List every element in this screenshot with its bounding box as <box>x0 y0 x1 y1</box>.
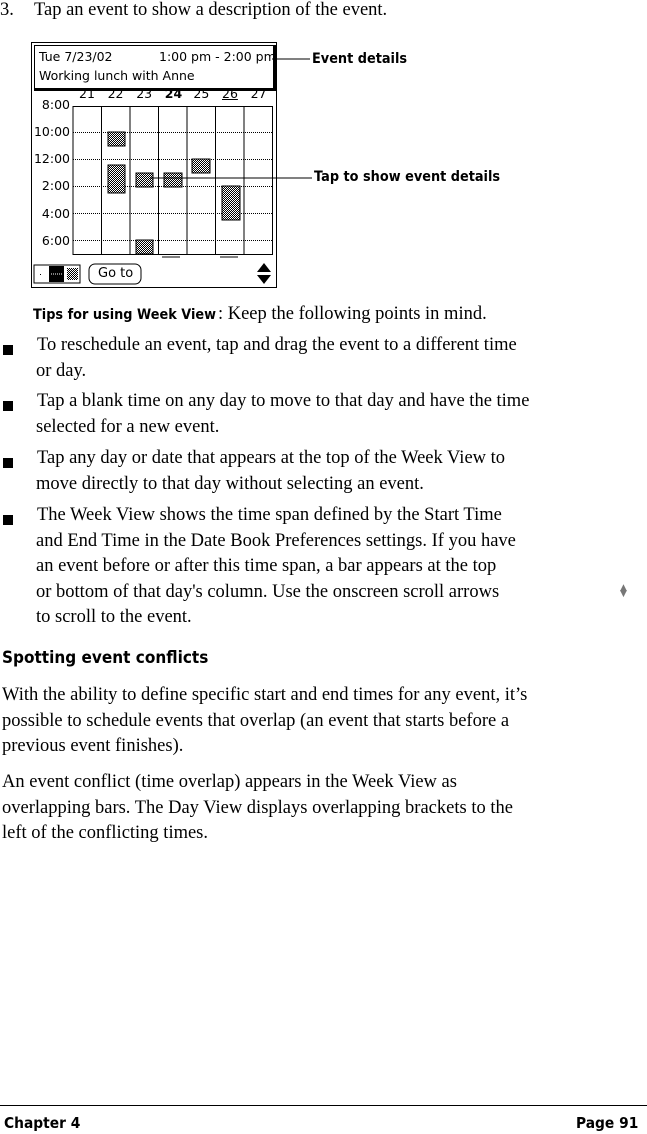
tip-line: To reschedule an event, tap and drag the event to a different time <box>37 335 517 355</box>
day-label[interactable]: 22 <box>107 86 124 101</box>
tip-line: to scroll to the event. <box>36 607 192 627</box>
week-grid[interactable] <box>32 43 278 289</box>
bullet-icon <box>3 458 13 468</box>
week-view-screenshot <box>31 42 277 288</box>
event-bar[interactable] <box>192 159 210 173</box>
view-selector[interactable] <box>34 265 80 283</box>
paragraph-line: With the ability to define specific start and end times for any event, it’s <box>2 685 528 705</box>
paragraph-line: left of the conflicting times. <box>2 823 209 843</box>
event-bar[interactable] <box>222 186 240 220</box>
tip-line: Tap a blank time on any day to move to that day and have the time <box>37 391 530 411</box>
tip-line: The Week View shows the time span defined by the Start Time <box>37 505 502 525</box>
tip-line: Tap any day or date that appears at the top of the Week View to <box>37 448 506 468</box>
event-bar[interactable] <box>108 165 125 193</box>
tips-intro <box>33 304 487 325</box>
scroll-up-icon[interactable] <box>257 263 271 272</box>
tip-line: or bottom of that day's column. Use the onscreen scroll arrows <box>36 581 500 602</box>
paragraph-line: An event conflict (time overlap) appears in the Week View as <box>2 772 457 792</box>
time-label: 2:00 <box>41 178 70 193</box>
callout-event-details: Event details <box>312 51 408 67</box>
tips-heading: Tips for using Week View <box>33 307 217 323</box>
event-bar[interactable] <box>136 240 153 254</box>
event-bar[interactable] <box>136 173 153 187</box>
time-label: 8:00 <box>41 97 70 112</box>
scroll-down-icon[interactable] <box>257 275 271 284</box>
event-title: Working lunch with Anne <box>39 68 195 83</box>
event-date: Tue 7/23/02 <box>39 49 113 64</box>
tip-line: and End Time in the Date Book Preferences settings. If you have <box>36 530 516 551</box>
footer-page: Page 91 <box>576 1114 639 1132</box>
footer-divider <box>0 1105 647 1106</box>
day-label[interactable]: 25 <box>193 86 210 101</box>
time-label: 10:00 <box>33 124 70 139</box>
time-label: 12:00 <box>33 151 70 166</box>
step-text: Tap an event to show a description of the event. <box>34 0 388 20</box>
paragraph-line: previous event finishes). <box>2 736 184 756</box>
event-time: 1:00 pm - 2:00 pm <box>159 49 276 64</box>
step-number: 3. <box>0 0 14 20</box>
tip-line: selected for a new event. <box>36 416 220 437</box>
event-bar[interactable] <box>164 173 182 187</box>
tip-line: move directly to that day without selecting an event. <box>36 473 424 494</box>
time-label: 6:00 <box>41 233 70 248</box>
day-label[interactable]: 21 <box>79 86 95 101</box>
bullet-icon <box>3 515 13 525</box>
tip-line: an event before or after this time span, a bar appears at the top <box>36 556 497 576</box>
tips-intro-text: : Keep the following points in mind. <box>217 304 487 324</box>
paragraph-line: overlapping bars. The Day View displays overlapping brackets to the <box>2 797 513 818</box>
bullet-icon <box>3 345 13 355</box>
time-label: 4:00 <box>41 206 70 221</box>
goto-label: Go to <box>98 266 134 281</box>
footer-chapter: Chapter 4 <box>4 1114 81 1132</box>
day-label[interactable]: 23 <box>136 86 153 101</box>
day-label[interactable]: 27 <box>250 86 267 101</box>
callout-tap-details: Tap to show event details <box>314 169 501 185</box>
event-bar[interactable] <box>108 132 125 146</box>
tip-line: or day. <box>36 360 87 381</box>
day-label[interactable]: 26 <box>222 86 238 101</box>
bullet-icon <box>3 401 13 411</box>
paragraph-line: possible to schedule events that overlap (an event that starts before a <box>2 710 510 731</box>
scroll-arrows-icon: ▲ ▼ <box>620 583 627 599</box>
section-heading: Spotting event conflicts <box>2 648 209 668</box>
day-label[interactable]: 24 <box>164 86 183 101</box>
